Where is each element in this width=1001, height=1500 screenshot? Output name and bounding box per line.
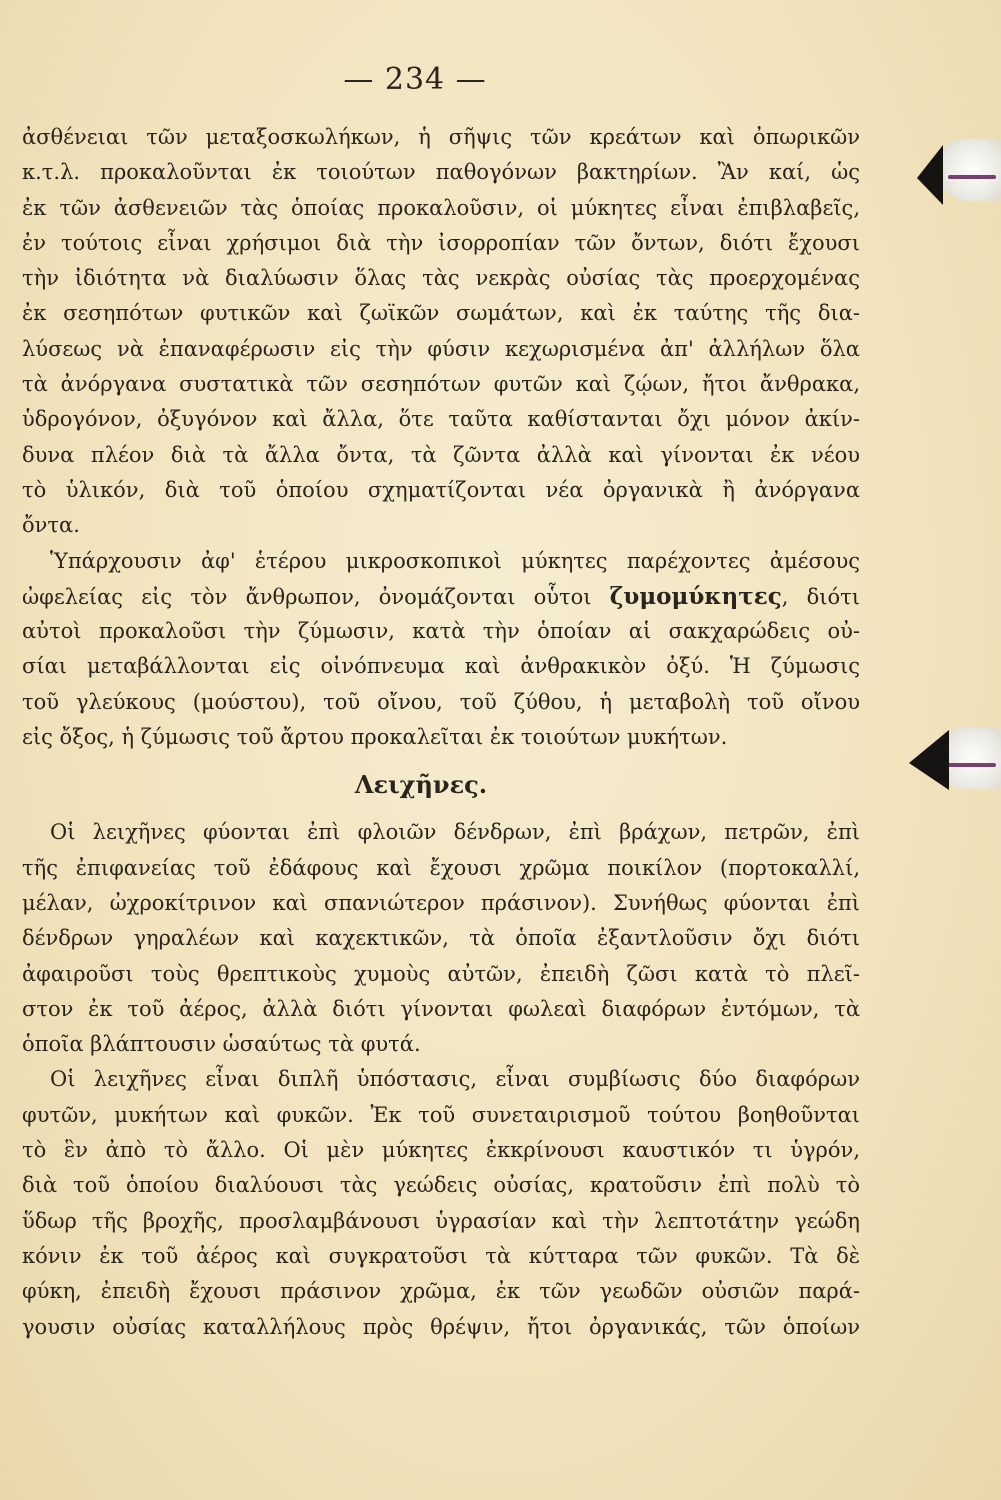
text-line: εἰς ὄξος, ἡ ζύμωσις τοῦ ἄρτου προκαλεῖται ἐκ τοιούτων μυκήτων. (22, 725, 728, 750)
text-line: ἐκ τῶν ἀσθενειῶν τὰς ὁποίας προκαλοῦσιν, οἱ μύκητες εἶναι ἐπιβλαβεῖς, (22, 195, 860, 220)
paragraph-4 (22, 1062, 860, 1344)
text-line: τὴν ἰδιότητα νὰ διαλύωσιν ὅλας τὰς νεκρὰς οὐσίας τὰς προερχομένας (22, 266, 860, 291)
text-line: Οἱ λειχῆνες εἶναι διπλῆ ὑπόστασις, εἶναι συμβίωσις δύο διαφόρων (50, 1067, 860, 1092)
text-line: τοῦ γλεύκους (μούστου), τοῦ οἴνου, τοῦ ζύθου, ἡ μεταβολὴ τοῦ οἴνου (22, 689, 860, 714)
text-line: ὑδρογόνον, ὀξυγόνον καὶ ἄλλα, ὅτε ταῦτα καθίστανται ὄχι μόνον ἀκίν- (22, 407, 860, 432)
text-line: φυτῶν, μυκήτων καὶ φυκῶν. Ἐκ τοῦ συνεταιρισμοῦ τούτου βοηθοῦνται (22, 1102, 860, 1127)
text-line: διὰ τοῦ ὁποίου διαλύουσι τὰς γεώδεις οὐσίας, κρατοῦσιν ἐπὶ πολὺ τὸ (22, 1173, 860, 1198)
text-line: τὸ ὑλικόν, διὰ τοῦ ὁποίου σχηματίζονται νέα ὀργανικὰ ἢ ἀνόργανα (22, 477, 860, 502)
text-line: ἀσθένειαι τῶν μεταξοσκωλήκων, ἡ σῆψις τῶν κρεάτων καὶ ὀπωρικῶν (22, 125, 860, 149)
text-line: ὕδωρ τῆς βροχῆς, προσλαμβάνουσι ὑγρασίαν καὶ τὴν λεπτοτάτην γεώδη (22, 1208, 860, 1233)
text-line: τὸ ἓν ἀπὸ τὸ ἄλλο. Οἱ μὲν μύκητες ἐκκρίνουσι καυστικόν τι ὑγρόν, (22, 1138, 860, 1163)
section-heading: Λειχῆνες. (354, 770, 488, 800)
page-number: — 234 — (343, 62, 487, 97)
binding-stitch-bottom (921, 718, 1001, 813)
text-line: τὰ ἀνόργανα συστατικὰ τῶν σεσηπότων φυτῶν καὶ ζῴων, ἤτοι ἄνθρακα, (22, 372, 860, 397)
text-line: Οἱ λειχῆνες φύονται ἐπὶ φλοιῶν δένδρων, ἐπὶ βράχων, πετρῶν, ἐπὶ (50, 820, 860, 845)
text-block (22, 120, 860, 1345)
text-fragment: , διότι (781, 584, 860, 609)
emphasized-term: ζυμομύκητες (609, 582, 782, 610)
text-line: Ὑπάρχουσιν ἀφ' ἑτέρου μικροσκοπικοὶ μύκητες παρέχοντες ἀμέσους (50, 548, 860, 573)
text-line: φύκη, ἐπειδὴ ἔχουσι πράσινον χρῶμα, ἐκ τῶν γεωδῶν οὐσιῶν παρά- (22, 1279, 860, 1304)
text-line: δένδρων γηραλέων καὶ καχεκτικῶν, τὰ ὁποῖα ἐξαντλοῦσιν ὄχι διότι (22, 926, 860, 951)
text-line: δυνα πλέον διὰ τὰ ἄλλα ὄντα, τὰ ζῶντα ἀλλὰ καὶ γίνονται ἐκ νέου (22, 442, 860, 467)
text-line: ὄντα. (22, 513, 80, 538)
binding-stitch-top (921, 135, 1001, 230)
text-line: στον ἐκ τοῦ ἀέρος, ἀλλὰ διότι γίνονται φωλεαὶ διαφόρων ἐντόμων, τὰ (22, 996, 860, 1021)
text-line: ἐκ σεσηπότων φυτικῶν καὶ ζωϊκῶν σωμάτων, καὶ ἐκ ταύτης τῆς δια- (22, 301, 860, 326)
text-line: κ.τ.λ. προκαλοῦνται ἐκ τοιούτων παθογόνων βακτηρίων. Ἂν καί, ὡς (22, 160, 860, 185)
text-line: κόνιν ἐκ τοῦ ἀέρος καὶ συγκρατοῦσι τὰ κύτταρα τῶν φυκῶν. Τὰ δὲ (22, 1243, 860, 1268)
paragraph-2 (22, 544, 860, 756)
paragraph-3 (22, 815, 860, 1062)
paragraph-1 (22, 120, 860, 544)
text-line: ὁποῖα βλάπτουσιν ὡσαύτως τὰ φυτά. (22, 1032, 421, 1057)
text-line: ἀφαιροῦσι τοὺς θρεπτικοὺς χυμοὺς αὐτῶν, ἐπειδὴ ζῶσι κατὰ τὸ πλεῖ- (22, 961, 860, 986)
text-line: λύσεως νὰ ἐπαναφέρωσιν εἰς τὴν φύσιν κεχωρισμένα ἀπ' ἀλλήλων ὅλα (22, 336, 860, 361)
text-line: γουσιν οὐσίας καταλλήλους πρὸς θρέψιν, ἤτοι ὀργανικάς, τῶν ὁποίων (22, 1314, 860, 1339)
text-line: ἐν τούτοις εἶναι χρήσιμοι διὰ τὴν ἰσορροπίαν τῶν ὄντων, διότι ἔχουσι (22, 230, 860, 255)
text-fragment: ὠφελείας εἰς τὸν ἄνθρωπον, ὀνομάζονται οὗτοι (22, 584, 610, 609)
text-line: αὐτοὶ προκαλοῦσι τὴν ζύμωσιν, κατὰ τὴν ὁποίαν αἱ σακχαρώδεις οὐ- (22, 619, 860, 644)
text-line: σίαι μεταβάλλονται εἰς οἰνόπνευμα καὶ ἀνθρακικὸν ὀξύ. Ἡ ζύμωσις (22, 654, 860, 679)
text-line (22, 579, 860, 614)
text-line: μέλαν, ὠχροκίτρινον καὶ σπανιώτερον πράσινον). Συνήθως φύονται ἐπὶ (22, 890, 860, 915)
text-line: τῆς ἐπιφανείας τοῦ ἐδάφους καὶ ἔχουσι χρῶμα ποικίλον (πορτοκαλλί, (22, 855, 860, 880)
